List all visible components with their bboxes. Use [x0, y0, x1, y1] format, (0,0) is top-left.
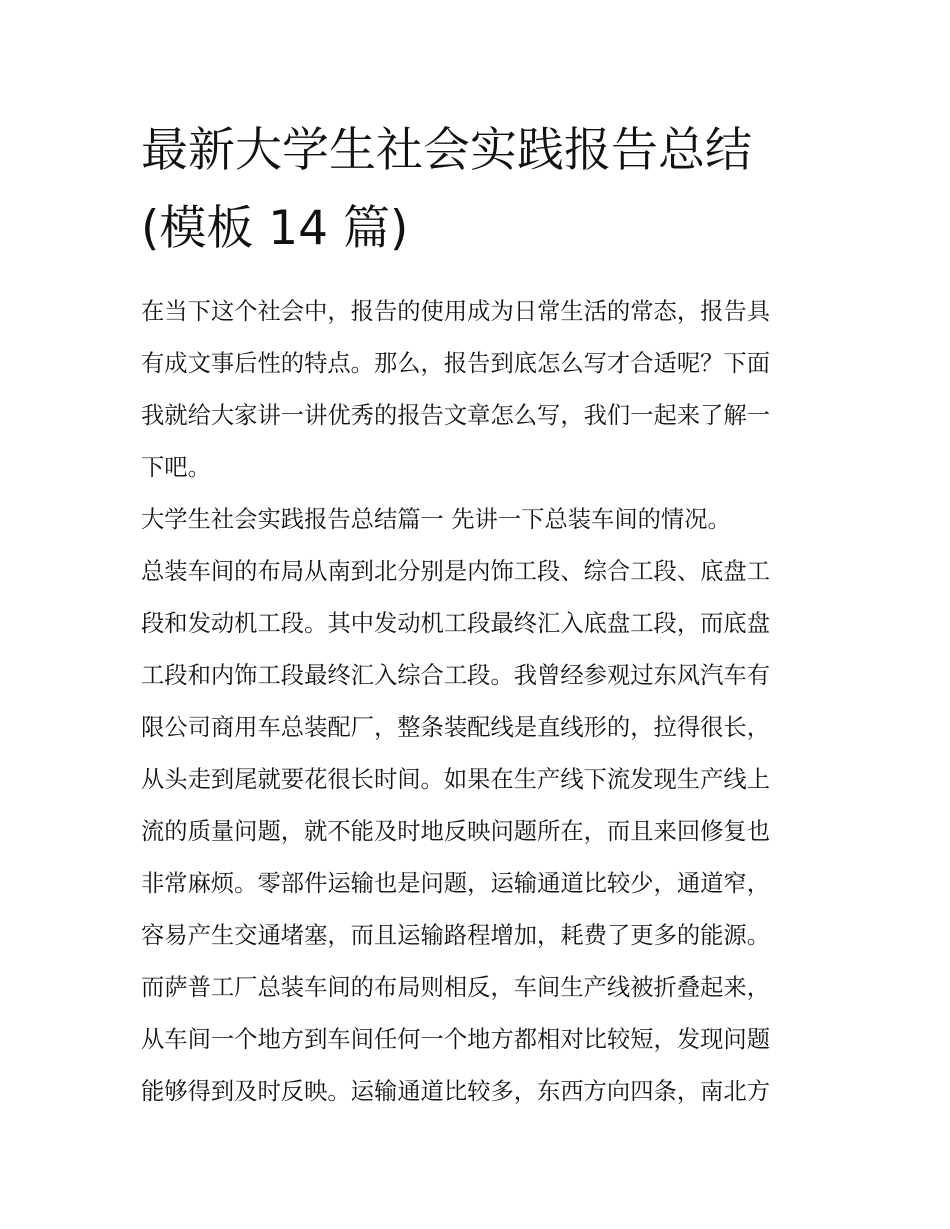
text-line: 流的质量问题，就不能及时地反映问题所在，而且来回修复也	[141, 818, 771, 845]
text-line: 段和发动机工段。其中发动机工段最终汇入底盘工段，而底盘	[141, 610, 771, 637]
section-heading-paragraph	[141, 494, 811, 546]
text-line: 大学生社会实践报告总结篇一 先讲一下总装车间的情况。	[141, 506, 731, 533]
text-line: 能够得到及时反映。运输通道比较多，东西方向四条，南北方	[141, 1078, 771, 1105]
body-paragraph	[141, 546, 811, 1118]
title-line-1: 最新大学生社会实践报告总结	[141, 123, 752, 178]
text-line: 容易产生交通堵塞，而且运输路程增加，耗费了更多的能源。	[141, 922, 771, 949]
text-line: 总装车间的布局从南到北分别是内饰工段、综合工段、底盘工	[141, 558, 771, 585]
title-line-2: (模板 14 篇)	[141, 201, 409, 256]
text-line: 而萨普工厂总装车间的布局则相反，车间生产线被折叠起来，	[141, 974, 771, 1001]
text-line: 下吧。	[141, 454, 211, 481]
text-line: 从头走到尾就要花很长时间。如果在生产线下流发现生产线上	[141, 766, 771, 793]
text-line: 有成文事后性的特点。那么，报告到底怎么写才合适呢？下面	[141, 350, 771, 377]
text-line: 限公司商用车总装配厂，整条装配线是直线形的，拉得很长，	[141, 714, 771, 741]
document-title	[141, 112, 811, 268]
document-body	[141, 286, 811, 1118]
text-line: 从车间一个地方到车间任何一个地方都相对比较短，发现问题	[141, 1026, 771, 1053]
text-line: 非常麻烦。零部件运输也是问题，运输通道比较少，通道窄，	[141, 870, 771, 897]
text-line: 我就给大家讲一讲优秀的报告文章怎么写，我们一起来了解一	[141, 402, 771, 429]
text-line: 工段和内饰工段最终汇入综合工段。我曾经参观过东风汽车有	[141, 662, 771, 689]
intro-paragraph	[141, 286, 811, 494]
document-content	[141, 112, 811, 1118]
text-line: 在当下这个社会中，报告的使用成为日常生活的常态，报告具	[141, 298, 771, 325]
